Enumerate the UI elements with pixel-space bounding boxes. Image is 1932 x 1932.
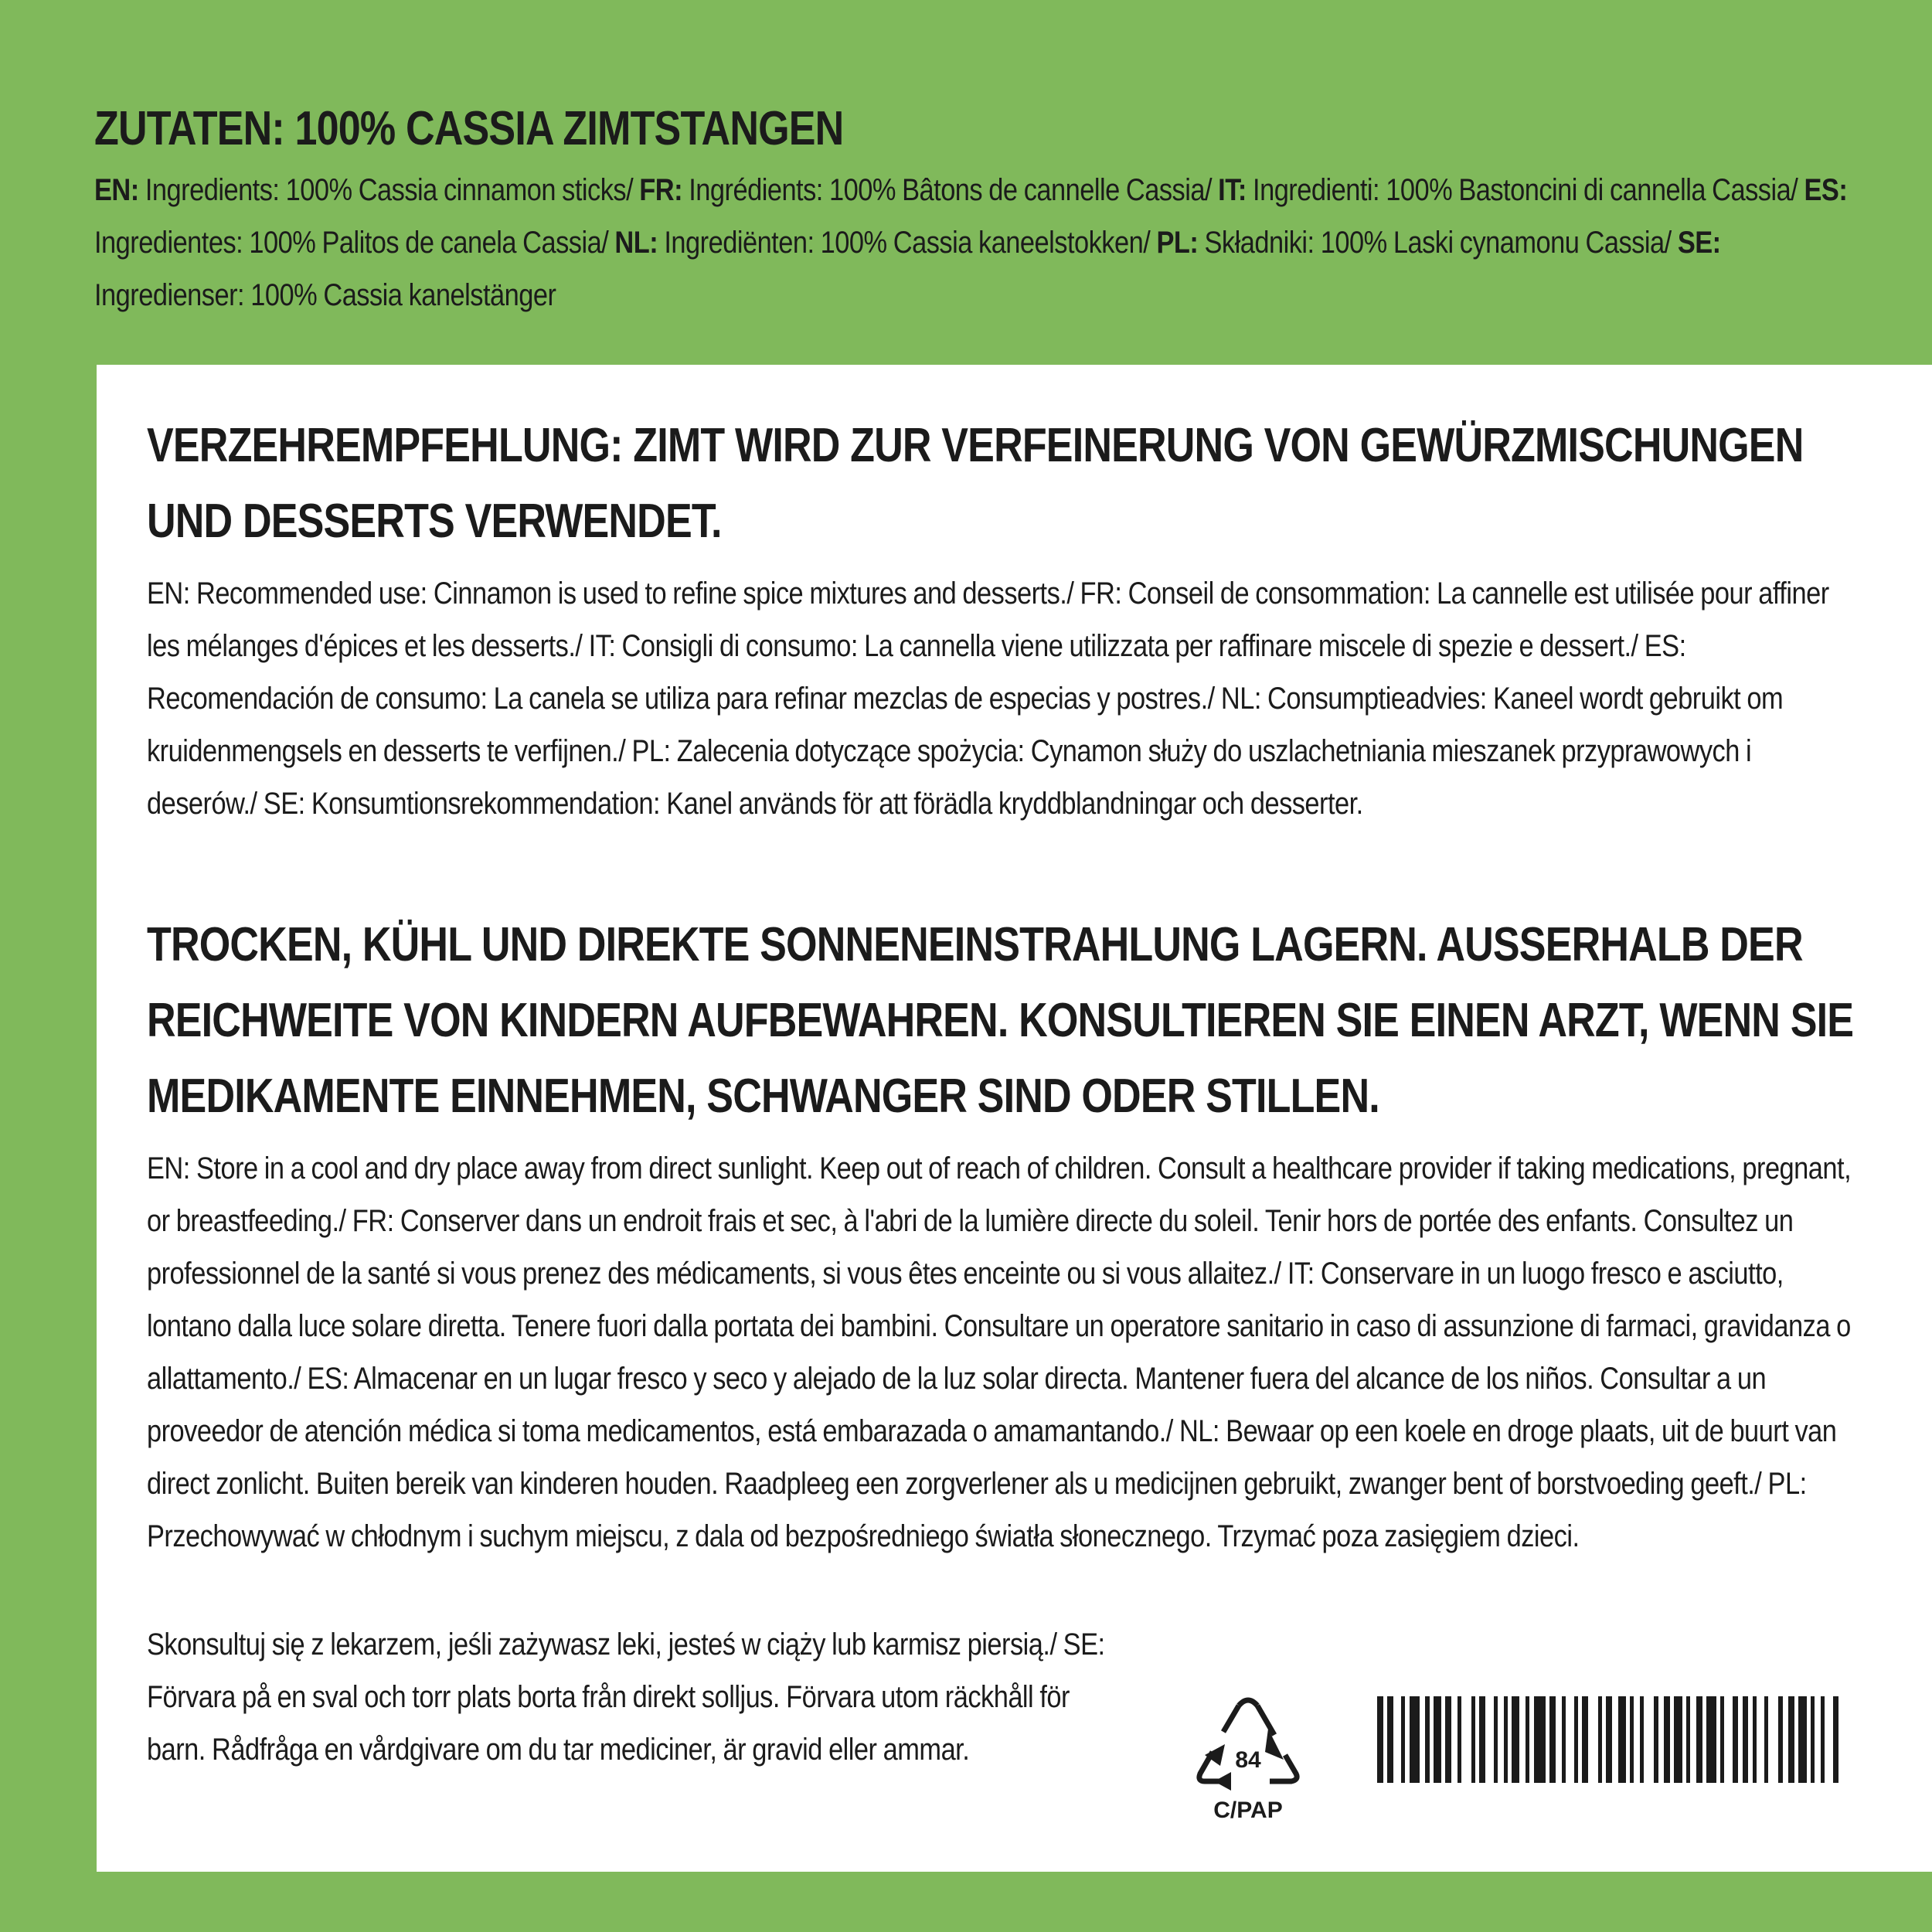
translation-code: FR: (639, 173, 683, 208)
translation-text: Ingredientes: 100% Palitos de canela Cassia/ (94, 226, 615, 260)
barcode-bar (1534, 1696, 1546, 1783)
barcode-bar (1757, 1696, 1764, 1783)
ingredients-translations (94, 164, 1849, 321)
barcode-bar (1724, 1696, 1732, 1783)
translation-code: PL: (1767, 1467, 1807, 1501)
translation-code: IT: (588, 629, 616, 663)
translation-code: NL: (614, 226, 658, 260)
barcode-bar (1606, 1696, 1612, 1783)
barcode-bar (1833, 1696, 1839, 1783)
barcode-bar (1566, 1696, 1573, 1783)
translation-code: NL: (1179, 1414, 1219, 1448)
translation-text: Przechowywać w chłodnym i suchym miejscu, z dala od bezpośredniego światła słonecznego. Trzymać poza zasięgiem dzieci. (147, 1519, 1580, 1553)
barcode-bar (1485, 1696, 1493, 1783)
barcode-bar (1690, 1696, 1696, 1783)
translation-code: FR: (352, 1204, 394, 1238)
barcode-bar (1634, 1696, 1640, 1783)
barcode-bar (1815, 1696, 1821, 1783)
barcode-bar (1658, 1696, 1665, 1783)
translation-code: NL: (1220, 682, 1261, 716)
translation-text: Conservare in un luogo fresco e asciutto, lontano dalla luce solare diretta. Tenere fuori dalla portata dei bambini. Consultare un operatore sanitario in caso di assunzione di farmaci, gravidanza o allattamento./ (147, 1257, 1851, 1396)
translation-code: IT: (1287, 1257, 1315, 1291)
barcode-bar (1434, 1696, 1441, 1783)
translation-text: Ingredienti: 100% Bastoncini di cannella Cassia/ (1246, 173, 1804, 208)
barcode-bar (1582, 1696, 1588, 1783)
translation-code: SE: (1063, 1628, 1105, 1662)
usage-heading: VERZEHREMPFEHLUNG: ZIMT WIRD ZUR VERFEINERUNG VON GEWÜRZMISCHUNGEN UND DESSERTS VERWENDET. (147, 419, 1804, 548)
translation-text: Consumptieadvies: Kaneel wordt gebruikt om kruidenmengsels en desserts te verfijnen./ (147, 682, 1784, 768)
translation-code: PL: (631, 734, 671, 768)
barcode-bar (1387, 1696, 1393, 1783)
translation-text: Store in a cool and dry place away from direct sunlight. Keep out of reach of children. Consult a healthcare provider if taking medications, pregnant, or breastfeeding./ (147, 1151, 1852, 1238)
barcode-bar (1498, 1696, 1504, 1783)
barcode-bar (1743, 1696, 1749, 1783)
translation-text: Recomendación de consumo: La canela se utiliza para refinar mezclas de especias y postres./ (147, 682, 1221, 716)
translation-code: IT: (1218, 173, 1247, 208)
translation-text: Skonsultuj się z lekarzem, jeśli zażywasz leki, jesteś w ciąży lub karmisz piersią./ (147, 1628, 1063, 1662)
translation-text: Ingredients: 100% Cassia cinnamon sticks/ (138, 173, 640, 208)
translation-text: Konsumtionsrekommendation: Kanel används för att förädla kryddblandningar och desserter. (304, 787, 1363, 821)
barcode-bar (1461, 1696, 1471, 1783)
translation-text: Bewaar op een koele en droge plaats, uit de buurt van direct zonlicht. Buiten bereik van kinderen houden. Raadpleeg een zorgverlener als u medicijnen gebruikt, zwanger bent of borstvoeding geeft./ (147, 1414, 1837, 1501)
storage-tail-text (147, 1618, 1111, 1776)
ingredients-title: ZUTATEN: 100% CASSIA ZIMTSTANGEN (94, 102, 844, 155)
barcode-bar (1479, 1696, 1485, 1783)
barcode-bar (1618, 1696, 1626, 1783)
translation-text: Consigli di consumo: La cannella viene utilizzata per raffinare miscele di spezie e dessert./ (615, 629, 1645, 663)
translation-text: Almacenar en un lugar fresco y seco y alejado de la luz solar directa. Mantener fuera del alcance de los niños. Consultar a un proveedor de atención médica si toma medicamentos, está embarazada o amamantando./ (147, 1362, 1767, 1448)
barcode-bar (1696, 1696, 1702, 1783)
barcode-bar (1420, 1696, 1426, 1783)
barcode-bar (1393, 1696, 1401, 1783)
translation-text: Ingredienser: 100% Cassia kanelstänger (94, 278, 556, 313)
translation-code: ES: (307, 1362, 349, 1396)
translation-text: Förvara på en sval och torr plats borta från direkt solljus. Förvara utom räckhåll för barn. Rådfråga en vårdgivare om du tar mediciner, är gravid eller ammar. (147, 1680, 1070, 1767)
barcode-bar (1825, 1696, 1832, 1783)
translation-code: SE: (1677, 226, 1721, 260)
translation-code: PL: (1156, 226, 1199, 260)
barcode-bar (1798, 1696, 1806, 1783)
barcode (1377, 1696, 1841, 1783)
barcode-bar (1549, 1696, 1556, 1783)
barcode-bar (1664, 1696, 1670, 1783)
barcode-bar (1612, 1696, 1618, 1783)
barcode-bar (1410, 1696, 1420, 1783)
storage-heading: TROCKEN, KÜHL UND DIREKTE SONNENEINSTRAHLUNG LAGERN. AUSSERHALB DER REICHWEITE VON KINDERN AUFBEWAHREN. KONSULTIEREN SIE EINEN ARZT, WENN SIE MEDIKAMENTE EINNEHMEN, SCHWANGER SIND ODER STILLEN. (147, 918, 1854, 1123)
barcode-bar (1445, 1696, 1451, 1783)
recycling-code: C/PAP (1213, 1798, 1283, 1823)
translation-text: Ingrediënten: 100% Cassia kaneelstokken/ (658, 226, 1157, 260)
translation-text: Conseil de consommation: La cannelle est utilisée pour affiner les mélanges d'épices et les desserts./ (147, 577, 1829, 663)
storage-section (147, 907, 1855, 1563)
translation-code: ES: (1804, 173, 1848, 208)
barcode-bar (1556, 1696, 1562, 1783)
barcode-bar (1768, 1696, 1778, 1783)
usage-section (147, 408, 1855, 830)
translation-code: EN: (94, 173, 139, 208)
recycling-triangle-icon (1194, 1696, 1302, 1832)
barcode-bar (1706, 1696, 1716, 1783)
translation-text: Recommended use: Cinnamon is used to refine spice mixtures and desserts./ (189, 577, 1080, 611)
barcode-bar (1451, 1696, 1458, 1783)
storage-tail (147, 1618, 1105, 1776)
barcode-bar (1644, 1696, 1654, 1783)
translation-text: Conserver dans un endroit frais et sec, à l'abri de la lumière directe du soleil. Tenir hors de portée des enfants. Consultez un professionnel de la santé si vous prenez des médicaments, si vous êtes enceinte ou si vous allaitez./ (147, 1204, 1794, 1291)
recycling-number: 84 (1235, 1747, 1261, 1773)
storage-translations (147, 1142, 1859, 1563)
translation-code: EN: (147, 577, 190, 611)
translation-code: SE: (263, 787, 305, 821)
translation-code: FR: (1080, 577, 1122, 611)
barcode-bar (1733, 1696, 1739, 1783)
barcode-bar (1674, 1696, 1682, 1783)
usage-translations (147, 567, 1859, 830)
translation-code: ES: (1644, 629, 1686, 663)
translation-text: Ingrédients: 100% Bâtons de cannelle Cassia/ (682, 173, 1219, 208)
barcode-bar (1588, 1696, 1598, 1783)
barcode-bar (1788, 1696, 1794, 1783)
barcode-bar (1783, 1696, 1789, 1783)
translation-code: EN: (147, 1151, 190, 1185)
translation-text: Składniki: 100% Laski cynamonu Cassia/ (1198, 226, 1678, 260)
recycling-symbol (1194, 1696, 1302, 1832)
ingredients-block (94, 100, 1849, 321)
barcode-bar (1519, 1696, 1526, 1783)
barcode-bar (1512, 1696, 1519, 1783)
barcode-bar (1377, 1696, 1383, 1783)
translation-text: Zalecenia dotyczące spożycia: Cynamon służy do uszlachetniania mieszanek przyprawowych i deserów./ (147, 734, 1752, 821)
